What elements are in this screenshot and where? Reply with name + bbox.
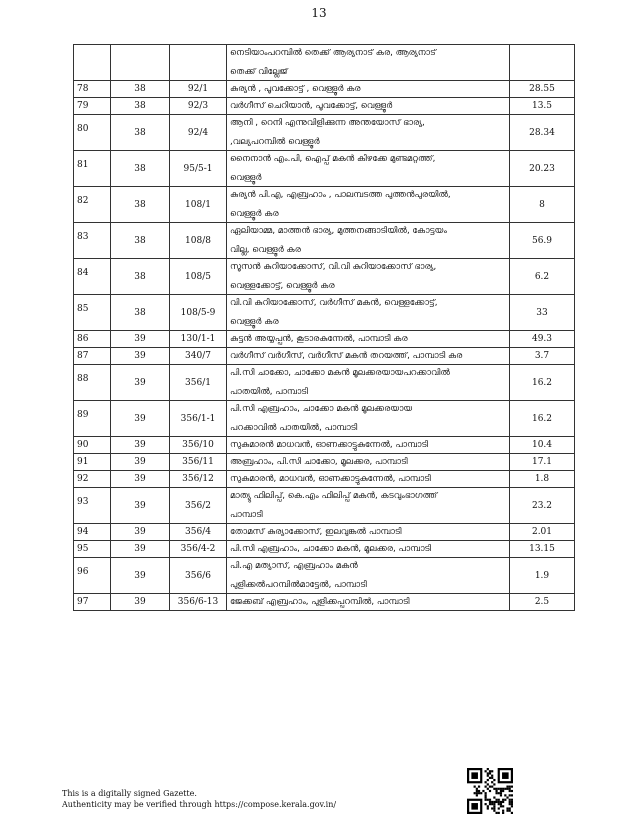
survey-number-cell: 356/6-13	[170, 594, 227, 611]
survey-number-cell	[170, 45, 227, 81]
survey-number-cell: 108/8	[170, 223, 227, 259]
owner-name-line: പി.എ മത്യാസ്, എബ്രഹാം മകൻ	[230, 561, 358, 571]
owner-name-cell	[227, 259, 510, 295]
owner-name-line: പി.സി എബ്രഹാം, ചാക്കോ മകൻ മൂലക്കരയായ	[230, 404, 413, 414]
block-number-cell	[111, 45, 170, 81]
serial-number-cell: 91	[74, 454, 111, 471]
qr-code-icon	[467, 768, 513, 814]
area-cell: 23.2	[510, 488, 575, 524]
area-cell: 8	[510, 187, 575, 223]
survey-number-cell: 356/12	[170, 471, 227, 488]
owner-name-line: പുളിക്കൽപറമ്പിൽമാട്ടേൽ, പാമ്പാടി	[230, 580, 367, 590]
block-number-cell: 38	[111, 151, 170, 187]
owner-name-line: തെക്ക് വില്ലേജ്	[230, 67, 288, 77]
serial-number-cell: 95	[74, 541, 111, 558]
table-row	[74, 541, 575, 558]
block-number-cell: 39	[111, 541, 170, 558]
area-cell: 33	[510, 295, 575, 331]
block-number-cell: 38	[111, 223, 170, 259]
table-row	[74, 558, 575, 594]
area-cell: 28.55	[510, 81, 575, 98]
block-number-cell: 39	[111, 558, 170, 594]
survey-number-cell: 92/3	[170, 98, 227, 115]
table-row	[74, 187, 575, 223]
area-cell: 2.5	[510, 594, 575, 611]
block-number-cell: 39	[111, 365, 170, 401]
owner-name-cell	[227, 331, 510, 348]
serial-number-cell: 88	[74, 365, 111, 401]
owner-name-line: ജേക്കബ് എബ്രഹാം, പുളിക്കപ്പറമ്പിൽ, പാമ്പാടി	[230, 597, 410, 607]
serial-number-cell: 85	[74, 295, 111, 331]
survey-number-cell: 356/10	[170, 437, 227, 454]
block-number-cell: 38	[111, 115, 170, 151]
owner-name-cell	[227, 594, 510, 611]
table-row	[74, 524, 575, 541]
owner-name-line: വെള്ളൂർ	[230, 173, 262, 183]
block-number-cell: 39	[111, 331, 170, 348]
block-number-cell: 39	[111, 348, 170, 365]
area-cell: 13.15	[510, 541, 575, 558]
block-number-cell: 38	[111, 187, 170, 223]
owner-name-line: വെള്ളൂർ കര	[230, 209, 279, 219]
owner-name-line: പി.സി ചാക്കോ, ചാക്കോ മകൻ മൂലക്കരയായപറക്കാവിൽ	[230, 368, 450, 378]
owner-name-line: അബ്രഹാം, പി.സി ചാക്കോ, മൂലക്കര, പാമ്പാടി	[230, 457, 408, 467]
survey-number-cell: 356/6	[170, 558, 227, 594]
owner-name-cell	[227, 365, 510, 401]
owner-name-line: പാതയിൽ, പാമ്പാടി	[230, 387, 308, 397]
serial-number-cell: 80	[74, 115, 111, 151]
survey-number-cell: 356/4	[170, 524, 227, 541]
area-cell: 6.2	[510, 259, 575, 295]
area-cell: 17.1	[510, 454, 575, 471]
serial-number-cell: 87	[74, 348, 111, 365]
land-acquisition-table	[73, 44, 575, 611]
survey-number-cell: 356/11	[170, 454, 227, 471]
table-row	[74, 295, 575, 331]
serial-number-cell: 92	[74, 471, 111, 488]
table-row	[74, 331, 575, 348]
owner-name-line: നൈനാൻ എം.പി, ഐപ്പ് മകൻ കിഴക്കേ മുണ്ടമറ്റത്ത്,	[230, 154, 436, 164]
serial-number-cell: 96	[74, 558, 111, 594]
table-row	[74, 594, 575, 611]
block-number-cell: 38	[111, 259, 170, 295]
area-cell: 13.5	[510, 98, 575, 115]
footer	[62, 788, 336, 810]
block-number-cell: 39	[111, 524, 170, 541]
serial-number-cell: 90	[74, 437, 111, 454]
owner-name-cell	[227, 223, 510, 259]
owner-name-line: പറക്കാവിൽ പാതയിൽ, പാമ്പാടി	[230, 423, 358, 433]
table-row	[74, 348, 575, 365]
owner-name-cell	[227, 45, 510, 81]
serial-number-cell: 89	[74, 401, 111, 437]
owner-name-cell	[227, 295, 510, 331]
owner-name-cell	[227, 471, 510, 488]
survey-number-cell: 108/5	[170, 259, 227, 295]
serial-number-cell: 97	[74, 594, 111, 611]
area-cell	[510, 45, 575, 81]
owner-name-cell	[227, 115, 510, 151]
owner-name-cell	[227, 187, 510, 223]
survey-number-cell: 356/2	[170, 488, 227, 524]
serial-number-cell: 81	[74, 151, 111, 187]
table-row	[74, 401, 575, 437]
area-cell: 1.8	[510, 471, 575, 488]
owner-name-line: സൂസൻ കുറിയാക്കോസ്, വി.വി കുറിയാക്കോസ് ഭാര്യ,	[230, 262, 437, 272]
survey-number-cell: 92/4	[170, 115, 227, 151]
block-number-cell: 38	[111, 98, 170, 115]
owner-name-line: പി.സി എബ്രഹാം, ചാക്കോ മകൻ, മൂലക്കര, പാമ്പാടി	[230, 544, 432, 554]
owner-name-cell	[227, 81, 510, 98]
block-number-cell: 38	[111, 295, 170, 331]
owner-name-line: വർഗീസ് ചെറിയാൻ, പൂവക്കോട്ട്, വെള്ളൂർ	[230, 101, 393, 111]
survey-number-cell: 92/1	[170, 81, 227, 98]
serial-number-cell	[74, 45, 111, 81]
table-row	[74, 488, 575, 524]
owner-name-cell	[227, 488, 510, 524]
table-row	[74, 151, 575, 187]
owner-name-cell	[227, 348, 510, 365]
table-row	[74, 98, 575, 115]
survey-number-cell: 108/1	[170, 187, 227, 223]
block-number-cell: 39	[111, 471, 170, 488]
owner-name-line: തോമസ് കുര്യാക്കോസ്, ഇലവുങ്കൽ പാമ്പാടി	[230, 527, 402, 537]
owner-name-cell	[227, 558, 510, 594]
owner-name-line: കുര്യൻ , പൂവക്കോട്ട് , വെള്ളൂർ കര	[230, 84, 361, 94]
block-number-cell: 38	[111, 81, 170, 98]
owner-name-line: സുകുമാരൻ, മാധവൻ, ഓണക്കാട്ടുകുന്നേൽ, പാമ്പാടി	[230, 474, 431, 484]
owner-name-line: വെള്ളക്കോട്ട്, വെള്ളൂർ കര	[230, 281, 335, 291]
owner-name-line: വർഗീസ് വർഗീസ്, വർഗീസ് മകൻ തറയത്ത്, പാമ്പാടി കര	[230, 351, 463, 361]
block-number-cell: 39	[111, 437, 170, 454]
block-number-cell: 39	[111, 488, 170, 524]
area-cell: 49.3	[510, 331, 575, 348]
area-cell: 56.9	[510, 223, 575, 259]
area-cell: 16.2	[510, 401, 575, 437]
survey-number-cell: 108/5-9	[170, 295, 227, 331]
survey-number-cell: 356/1-1	[170, 401, 227, 437]
survey-number-cell: 356/4-2	[170, 541, 227, 558]
owner-name-line: വില്ല, വെള്ളൂർ കര	[230, 245, 301, 255]
area-cell: 28.34	[510, 115, 575, 151]
survey-number-cell: 95/5-1	[170, 151, 227, 187]
table-row	[74, 45, 575, 81]
owner-name-line: വെള്ളൂർ കര	[230, 317, 279, 327]
table-row	[74, 81, 575, 98]
owner-name-line: വി.വി കുറിയാക്കോസ്, വർഗീസ് മകൻ, വെള്ളക്കോട്ട്,	[230, 298, 438, 308]
serial-number-cell: 79	[74, 98, 111, 115]
footer-signed-note: This is a digitally signed Gazette.	[62, 789, 197, 798]
owner-name-line: കുട്ടൻ അയ്യപ്പൻ, കൂടാരകുന്നേൽ, പാമ്പാടി കര	[230, 334, 408, 344]
table-row	[74, 115, 575, 151]
block-number-cell: 39	[111, 594, 170, 611]
table-body	[74, 45, 575, 611]
table-row	[74, 454, 575, 471]
owner-name-line: നെടിയാംപറമ്പിൽ തെക്ക് ആര്യനാട് കര, ആര്യനാട്	[230, 48, 436, 58]
owner-name-line: ഏലിയാമ്മ, മാത്തൻ ഭാര്യ, മുത്തനങ്ങാടിയിൽ, കോട്ടയം	[230, 226, 447, 236]
table-row	[74, 259, 575, 295]
owner-name-cell	[227, 437, 510, 454]
table-row	[74, 365, 575, 401]
footer-verify-note: Authenticity may be verified through https://compose.kerala.gov.in/	[62, 800, 337, 809]
serial-number-cell: 86	[74, 331, 111, 348]
page-number: 13	[311, 6, 327, 20]
table-row	[74, 223, 575, 259]
survey-number-cell: 356/1	[170, 365, 227, 401]
owner-name-line: ആനി , റെനി എന്നുവിളിക്കുന്ന അന്തയോസ് ഭാര്യ,	[230, 118, 425, 128]
area-cell: 3.7	[510, 348, 575, 365]
owner-name-cell	[227, 524, 510, 541]
owner-name-line: പാമ്പാടി	[230, 510, 263, 520]
owner-name-line: ,വല്യപറമ്പിൽ വെള്ളൂർ	[230, 137, 320, 147]
serial-number-cell: 93	[74, 488, 111, 524]
table-row	[74, 471, 575, 488]
owner-name-line: മാത്യു ഫിലിപ്പ്, കെ.എം ഫിലിപ്പ് മകൻ, കടവുംഭാഗത്ത്	[230, 491, 438, 501]
survey-number-cell: 340/7	[170, 348, 227, 365]
owner-name-line: സുകുമാരൻ മാധവൻ, ഓണക്കാട്ടുകുന്നേൽ, പാമ്പാടി	[230, 440, 429, 450]
serial-number-cell: 84	[74, 259, 111, 295]
owner-name-cell	[227, 454, 510, 471]
owner-name-cell	[227, 541, 510, 558]
area-cell: 20.23	[510, 151, 575, 187]
owner-name-cell	[227, 98, 510, 115]
owner-name-cell	[227, 151, 510, 187]
area-cell: 10.4	[510, 437, 575, 454]
owner-name-line: കുര്യൻ പി.എ, എബ്രഹാം , പാലമ്പടത്ത പുത്തൻപുരയിൽ,	[230, 190, 451, 200]
serial-number-cell: 78	[74, 81, 111, 98]
serial-number-cell: 83	[74, 223, 111, 259]
table-row	[74, 437, 575, 454]
owner-name-cell	[227, 401, 510, 437]
area-cell: 1.9	[510, 558, 575, 594]
block-number-cell: 39	[111, 454, 170, 471]
serial-number-cell: 94	[74, 524, 111, 541]
serial-number-cell: 82	[74, 187, 111, 223]
area-cell: 2.01	[510, 524, 575, 541]
block-number-cell: 39	[111, 401, 170, 437]
area-cell: 16.2	[510, 365, 575, 401]
survey-number-cell: 130/1-1	[170, 331, 227, 348]
